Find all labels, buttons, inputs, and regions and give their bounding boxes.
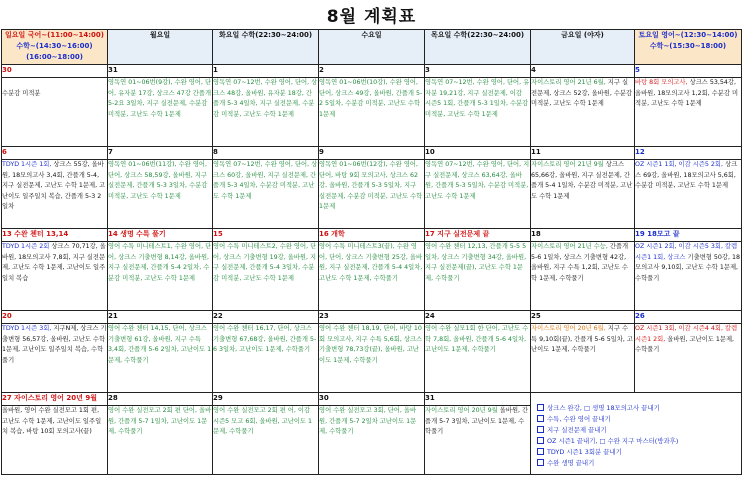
checkbox-icon (537, 415, 544, 422)
day-plan-text: 영독연 07~12번, 수완 영어, 단어, 상크스 48강, 올바원, 유자분 18강, 간플개 5-3 4일차, 지구 실전문제, 수분감 미적분, 고난도 수학 1문제 (213, 79, 318, 118)
date-cell: 6 (2, 147, 108, 160)
date-cell: 22 (213, 311, 319, 324)
header-thursday (425, 30, 531, 65)
day-plan (319, 406, 425, 475)
day-plan-head: TDYD 1시즌 3회, (2, 325, 52, 332)
checkbox-icon (537, 448, 544, 455)
day-plan-text: 상크스 65,66강, 올바원, 지구 실전문제, 간플개 5-4 1일차, 수분감 미적분, 고난도 수학 1문제 (531, 161, 633, 200)
day-plan-head: 자이스토리 영어 21년 수능, (531, 243, 608, 250)
date-cell: 15 (213, 229, 319, 242)
date-cell: 29 (213, 393, 319, 406)
day-plan-text: 영독연 07~12번, 수완 영어, 단어, 상크스 60강, 올바원, 지구 실전문제, 간플개 5-3 4일차, 수분감 미적분, 고난도 수학 1문제 (213, 161, 318, 200)
date-cell: 25 (531, 311, 635, 324)
day-plan-text: 수분감 미적분 (2, 89, 41, 97)
goal-item (537, 458, 735, 469)
day-plan (213, 242, 319, 311)
checkbox-icon (537, 459, 544, 466)
day-plan-head: 자이스토리 영어 20년 9월 (425, 407, 498, 414)
goal-label: 지구 실전문제 끝내기 (547, 425, 607, 434)
week-1-dates (2, 65, 742, 78)
week-5-dates (2, 393, 742, 406)
week-2-plans (2, 160, 742, 229)
day-plan (213, 160, 319, 229)
header-monday (108, 30, 213, 65)
date-cell: 28 (108, 393, 213, 406)
date-cell: 30 (2, 65, 108, 78)
day-plan (531, 78, 635, 147)
day-plan-text: 영어 수완 첸터 18,19, 단어, 바탕 10회 모의고사, 지구 수특 5,6회, 상크스 기출변형 78,73강(끝), 올바원, 고난이도 1문제, 수학풀기 (319, 325, 423, 364)
day-plan (213, 406, 319, 475)
day-plan-text: 올바원, 영어 수완 실전모고 1회 편, 고난도 수학 1문제, 고난이도 일주일치 복습, 바탕 10회 모의고사(끝) (2, 407, 102, 435)
day-plan (213, 78, 319, 147)
date-cell: 16 개학 (319, 229, 425, 242)
date-cell: 20 (2, 311, 108, 324)
day-plan-text: 영어 수완 실모1회 한 단어, 고난도 수학 7,8회, 올바원, 간플개 5-6 4일차, 고난이도 1문제, 수학풀기 (425, 325, 529, 353)
date-cell: 10 (425, 147, 531, 160)
day-plan (319, 160, 425, 229)
header-sunday-line3: (16:00~18:00) (26, 53, 83, 61)
header-wednesday-label: 수요일 (361, 31, 382, 39)
date-cell: 23 (319, 311, 425, 324)
header-sunday-line1: 일요일 국어~(11:00~14:00) (5, 31, 104, 39)
calendar-table (1, 29, 742, 475)
day-plan-head: TDYD 1시즌 1회, (2, 161, 52, 168)
date-cell: 31 (108, 65, 213, 78)
day-plan-text: 상크스 70,71강, 올바원, 18모의고사 7,8회, 지구 실전문제, 고난도 수학 1문제, 고난이도 일주일치 복습 (2, 243, 106, 282)
day-plan-text: 영어 수완 실전모고 2회 편 어, 이감 시즌5 모고 6회, 올바원, 고난이도 1문제, 수학풀기 (213, 407, 313, 435)
day-plan (425, 324, 531, 393)
checkbox-icon (537, 437, 544, 444)
day-plan (108, 242, 213, 311)
date-cell: 21 (108, 311, 213, 324)
day-plan-text: 영어 수특 미니테스트3(끝), 수완 영어, 단어, 상크스 기출변형 25강, 올바원, 지구 실전문제, 간플개 5-4 4일차, 고난도 수학 1문제, 수학풀기 (319, 243, 423, 282)
day-plan-text: 지구 실전문제, 상크스 52강, 올바원, 수분감 미적분, 고난도 수학 1문제 (531, 79, 633, 107)
day-plan-text: 영어 수완 실전모고 2회 편 단어, 올바원, 간플개 5-7 1일차, 고난이도 1문제, 수학풀기 (108, 407, 212, 435)
day-plan (2, 406, 108, 475)
date-cell: 4 (531, 65, 635, 78)
week-1-plans (2, 78, 742, 147)
date-cell: 17 지구 실전문제 끝 (425, 229, 531, 242)
day-plan (108, 406, 213, 475)
header-tuesday (213, 30, 319, 65)
header-saturday-line2: 수학~(15:30~18:00) (649, 42, 727, 50)
day-plan-text: 영어 수완 첸터 14,15, 단어, 상크스 기출변형 61강, 올바원, 지구 수특 3,4회, 간플개 5-6 2일차, 고난이도 1문제, 수학풀기 (108, 325, 212, 364)
header-saturday-line1: 토요일 영어~(12:30~14:00) (638, 31, 738, 39)
day-plan-head: TDYD 1시즌 2회 (2, 243, 50, 250)
day-plan-head: OZ 시즌1 1회, 이감 시즌5 2회, (635, 161, 723, 168)
goal-item (537, 414, 735, 425)
week-4-dates (2, 311, 742, 324)
goal-item (537, 403, 735, 414)
day-plan-text: 기출변형 50강, 18모의고사 9,10회, 고난도 수학 1문제, 수학풀기 (635, 253, 740, 282)
day-plan (635, 160, 742, 229)
date-cell: 31 (425, 393, 531, 406)
date-cell: 26 (635, 311, 742, 324)
day-plan-text: 상크스 69강, 올바원, 18모의고사 5,6회, 수분감 미적분, 고난도 수학 1문제 (635, 161, 738, 189)
day-plan-text: 영어 수완 실전모고 3회, 단어, 올바원, 간플개 5-7 2일차 고난이도 1문제, 수학풀기 (319, 407, 417, 435)
week-2-dates (2, 147, 742, 160)
day-plan-text: 영어 수특 미니테스트2, 수완 영어, 단어, 상크스 기출변형 19강, 올바원, 지구 실전문제, 간플개 5-4 3일차, 수분감 미적분, 고난도 수학 1문제 (213, 243, 317, 282)
date-cell: 12 (635, 147, 742, 160)
date-cell: 7 (108, 147, 213, 160)
day-plan-text: 영어 수특 미니테스트1, 수완 영어, 단어, 상크스 기출변형 8,14강, 올바원, 지구 실전문제, 간플개 5-4 2일차, 수분감 미적분, 고난도 수학 1문제 (108, 243, 212, 282)
day-plan (108, 160, 213, 229)
day-plan-text: 영독연 07~12번, 수완 영어, 단어, 유자분 19,21강, 지구 실전문제, 이감 시즌5 1회, 간플개 5-3 1일차, 수분감 미적분, 고난도 수학 1문제 (425, 79, 530, 118)
day-plan (2, 324, 108, 393)
checkbox-icon (537, 404, 544, 411)
day-plan-text: 영독연 01~06번(10강), 수완 영어, 단어, 상크스 49강, 올바원, 간플개 5-2 5일차, 수분감 미적분, 고난도 수학 1문제 (319, 79, 423, 118)
day-plan (2, 160, 108, 229)
header-thursday-label: 목요일 수학(22:30~24:00) (430, 31, 525, 39)
header-monday-label: 월요일 (149, 31, 171, 39)
goal-label: TDYD 시즌1 3회분 끝내기 (547, 447, 622, 456)
date-cell: 9 (319, 147, 425, 160)
day-plan (425, 406, 531, 475)
header-friday-label: 금요일 (야자) (561, 31, 604, 39)
goal-item (537, 447, 735, 458)
day-plan (108, 78, 213, 147)
day-plan (531, 242, 635, 311)
checkbox-icon (537, 426, 544, 433)
day-plan (425, 78, 531, 147)
goals-legend-cell (531, 393, 742, 475)
header-sunday (2, 30, 108, 65)
day-plan (319, 78, 425, 147)
day-plan (319, 242, 425, 311)
goal-item (537, 436, 735, 447)
day-plan (108, 324, 213, 393)
goal-label: 상크스 완강, □ 생명 18모의고사 끝내기 (547, 403, 660, 412)
week-3-plans (2, 242, 742, 311)
date-cell: 18 (531, 229, 635, 242)
day-plan (635, 78, 742, 147)
day-plan-text: 올바원, 간플개 5-7 3일차, 고난이도 1문제, 수학풀기 (425, 407, 529, 435)
day-plan-text: 영독연 01~06번(9강), 수완 영어, 단어, 유자분 17강, 상크스 47강 간플개 5-2요 3일차, 지구 실전문제, 수분감 미적분, 고난도 수학 1문제 (108, 79, 212, 118)
date-cell: 5 (635, 65, 742, 78)
day-plan-text: 지구N제, 상크스 기출변형 56,57강, 올바원, 고난도 수학 1문제, 고난이도 일주일치 복습, 수학풀기 (2, 325, 107, 364)
day-plan-head: OZ 시즌1 3회, 이감 시즌4 4회, 칼렘 시즌1 2회, (635, 325, 738, 343)
day-plan (531, 160, 635, 229)
day-plan-text: 영독연 07~12번, 수완 영어, 단어, 지구 실전문제, 상크스 63,64강, 올바원, 간플개 5-3 5일차, 수분감 미적분, 고난도 수학 1문제 (425, 161, 530, 200)
day-plan-text: 간플개 5-6 1일차, 상크스 기출변형 42강, 올바원, 지구 수특 1,2회, 고난도 수학 1문제, 수학풀기 (531, 243, 629, 282)
day-plan (635, 324, 742, 393)
day-plan (425, 160, 531, 229)
day-plan (2, 242, 108, 311)
goal-label: 수완 생명 끝내기 (547, 458, 595, 467)
date-cell: 27 자이스토리 영어 20년 9월 (2, 393, 108, 406)
day-plan-text: 영독연 01~06번(11강), 수완 영어, 단어, 상크스 58,59강, 올바원, 지구 실전문제, 간플개 5-3 3일차, 수분감 미적분, 고난도 수학 1문제 (108, 161, 208, 200)
day-plan (531, 324, 635, 393)
date-cell: 2 (319, 65, 425, 78)
day-plan (425, 242, 531, 311)
day-plan-text: 올바원, 고난이도 1문제, 수학풀기 (635, 335, 735, 353)
page-title: 8월 계획표 (326, 7, 417, 27)
day-plan (319, 324, 425, 393)
goals-legend (537, 399, 735, 469)
day-plan-head: 바탕 8회 모의고사, (635, 79, 688, 86)
day-plan (2, 78, 108, 147)
day-plan-head: 자이스토리 영어 21년 6월, (531, 79, 606, 86)
date-cell: 1 (213, 65, 319, 78)
week-4-plans (2, 324, 742, 393)
header-tuesday-label: 화요일 수학(22:30~24:00) (218, 31, 313, 39)
day-plan-text: 지구 수특 9,10회(끝), 간플개 5-6 5일차, 고난이도 1문제, 수학풀기 (531, 325, 633, 353)
day-plan-text: 영어 수완 첸터 16,17, 단어, 상크스 기출변형 67,68강, 올바원, 간플개 5-6 3일차, 고난이도 1문제, 수학풀기 (213, 325, 317, 353)
date-cell: 13 수완 첸터 13,14 (2, 229, 108, 242)
day-plan-text: 상크스 53,54강, 올바원, 18모의고사 1,2회, 수분감 미적분, 고난도 수학 1문제 (635, 79, 739, 107)
weekday-header-row (2, 30, 742, 65)
date-cell: 24 (425, 311, 531, 324)
goal-label: OZ 시즌1 끝내기, □ 수완 지구 마스터(방과후) (547, 436, 679, 445)
date-cell: 3 (425, 65, 531, 78)
day-plan (635, 242, 742, 311)
week-3-dates (2, 229, 742, 242)
header-friday (531, 30, 635, 65)
goal-item (537, 425, 735, 436)
header-sunday-line2: 수학~(14:30~16:00) (16, 42, 93, 50)
day-plan-head: 자이스토리 영어 20년 6월, (531, 325, 606, 332)
header-wednesday (319, 30, 425, 65)
date-cell: 11 (531, 147, 635, 160)
day-plan-text: 영독연 01~06번(12강), 수완 영어, 단어, 바탕 9회 모의고사, 상크스 62강, 올바원, 간플개 5-3 5일차, 지구 실전문제, 수분감 미적분, 고난도 수학 1문제 (319, 161, 423, 210)
day-plan-text: 영어 수완 첸터 12,13, 간플개 5-5 5일차, 상크스 기출변형 34강, 올바원, 지구 실전문제(끝), 고난도 수학 1문제, 수학풀기 (425, 243, 527, 282)
day-plan-head: OZ 시즌1 2회, 이감 시즌5 3회, 칼렘 시즌1 1회, 상크스 (635, 243, 738, 261)
date-cell: 30 (319, 393, 425, 406)
date-cell: 8 (213, 147, 319, 160)
goal-label: 수특, 수완 영어 끝내기 (547, 414, 611, 423)
date-cell: 19 18모고 끝 (635, 229, 742, 242)
day-plan-text: 상크스 55강, 올바원, 18모의고사 3,4회, 간플개 5-4, 지구 실전문제, 고난도 수학 1문제, 고난이도 일주일치 복습, 간플개 5-3 2일차 (2, 161, 106, 210)
day-plan (213, 324, 319, 393)
day-plan-head: 자이스토리 영어 21년 9월 (531, 161, 604, 168)
header-saturday (635, 30, 742, 65)
date-cell: 14 생명 수특 풀기 (108, 229, 213, 242)
